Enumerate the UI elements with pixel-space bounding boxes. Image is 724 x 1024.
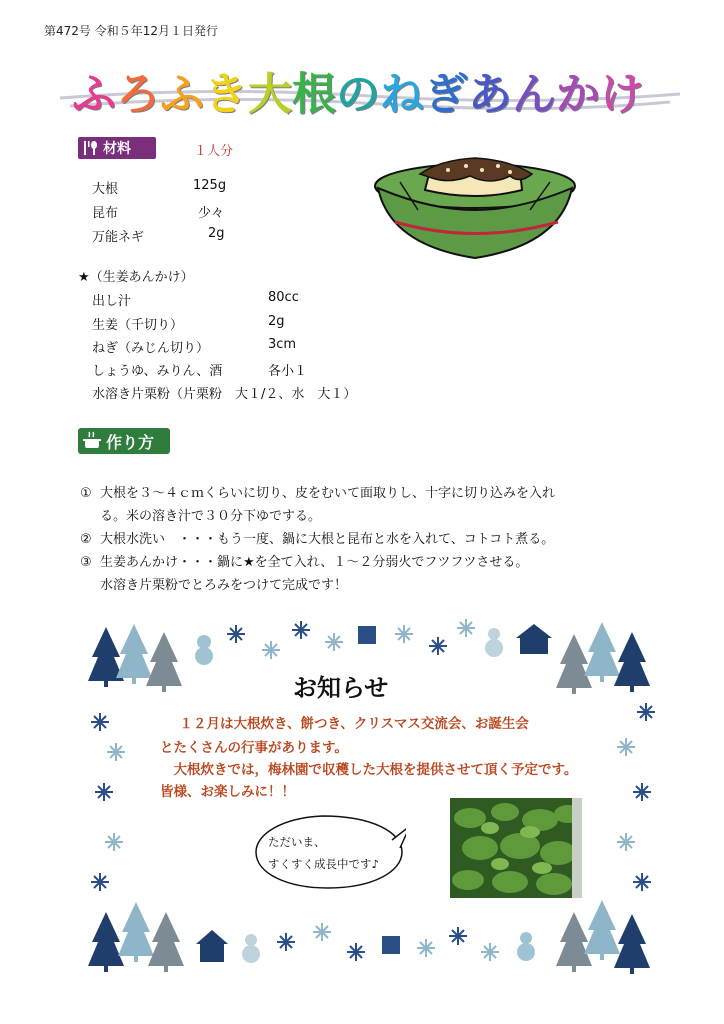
title-char: 大	[248, 69, 292, 120]
title-char: か	[556, 69, 600, 120]
title-char: ぎ	[424, 69, 468, 120]
step-item: ③ 生姜あんかけ・・・鍋に★を全て入れ、１～２分弱火でフツフツさせる。	[80, 555, 529, 570]
step-item: ① 大根を３～４ｃｍくらいに切り、皮をむいて面取りし、十字に切り込みを入れ	[80, 486, 556, 501]
method-badge	[78, 428, 170, 454]
step-line: る。米の溶き汁で３０分下ゆでする。	[100, 509, 322, 524]
ingredients-label: 材料	[103, 141, 131, 157]
ingredients-badge	[78, 137, 156, 159]
title-char: ふ	[72, 69, 116, 120]
title-char: け	[600, 69, 644, 120]
ingredient-name: 大根	[92, 182, 119, 197]
cooking-pot-icon	[82, 431, 102, 451]
bubble-text: すくすく成長中です♪	[268, 857, 379, 871]
bowl-illustration	[370, 150, 580, 265]
step-line: 水溶き片栗粉でとろみをつけて完成です！	[100, 578, 348, 593]
sauce-item-qty: 3cm	[268, 337, 297, 352]
speech-bubble	[252, 812, 406, 894]
sauce-title: ★（生姜あんかけ）	[78, 270, 194, 285]
bubble-text: ただいま、	[268, 835, 326, 849]
sauce-item-qty: 2g	[268, 314, 285, 329]
page-title	[72, 52, 682, 122]
sauce-item-qty: 80cc	[268, 290, 299, 305]
notice-line: とたくさんの行事があります。	[160, 740, 348, 756]
daikon-leaves-photo	[450, 798, 582, 898]
title-char: ん	[512, 69, 556, 120]
title-char: ね	[380, 69, 424, 120]
title-char: ろ	[116, 69, 160, 120]
title-char: 根	[292, 69, 336, 120]
ingredient-qty: 2g	[208, 226, 225, 241]
step-item: ② 大根水洗い ・・・もう一度、鍋に大根と昆布と水を入れて、コトコト煮る。	[80, 532, 555, 547]
ingredient-name: 万能ネギ	[92, 230, 145, 245]
ingredient-qty: 125g	[193, 178, 227, 193]
ingredient-name: 昆布	[92, 206, 119, 221]
issue-info: 第472号 令和５年12月１日発行	[44, 24, 218, 38]
sauce-item-name: 水溶き片栗粉（片栗粉 大１/２、水 大１）	[92, 387, 357, 402]
notice-line: 大根炊きでは，梅林園で収穫した大根を提供させて頂く予定です。	[160, 762, 578, 778]
sauce-item-name: ねぎ（みじん切り）	[92, 341, 210, 356]
title-char: き	[204, 69, 248, 120]
ingredient-qty: 少々	[198, 206, 225, 221]
sauce-item-name: しょうゆ、みりん、酒	[92, 364, 223, 379]
notice-title: お知らせ	[293, 674, 389, 702]
notice-line: １２月は大根炊き、餅つき、クリスマス交流会、お誕生会	[166, 716, 529, 732]
title-char: の	[336, 69, 380, 120]
spoon-fork-icon	[81, 139, 99, 157]
sauce-item-name: 出し汁	[92, 294, 132, 309]
title-char: あ	[468, 69, 512, 120]
title-char: ふ	[160, 69, 204, 120]
sauce-item-qty: 各小１	[268, 364, 308, 379]
notice-line: 皆様、お楽しみに！！	[160, 784, 295, 800]
method-label: 作り方	[106, 432, 155, 452]
serving-size: １人分	[194, 144, 234, 159]
sauce-item-name: 生姜（千切り）	[92, 318, 184, 333]
